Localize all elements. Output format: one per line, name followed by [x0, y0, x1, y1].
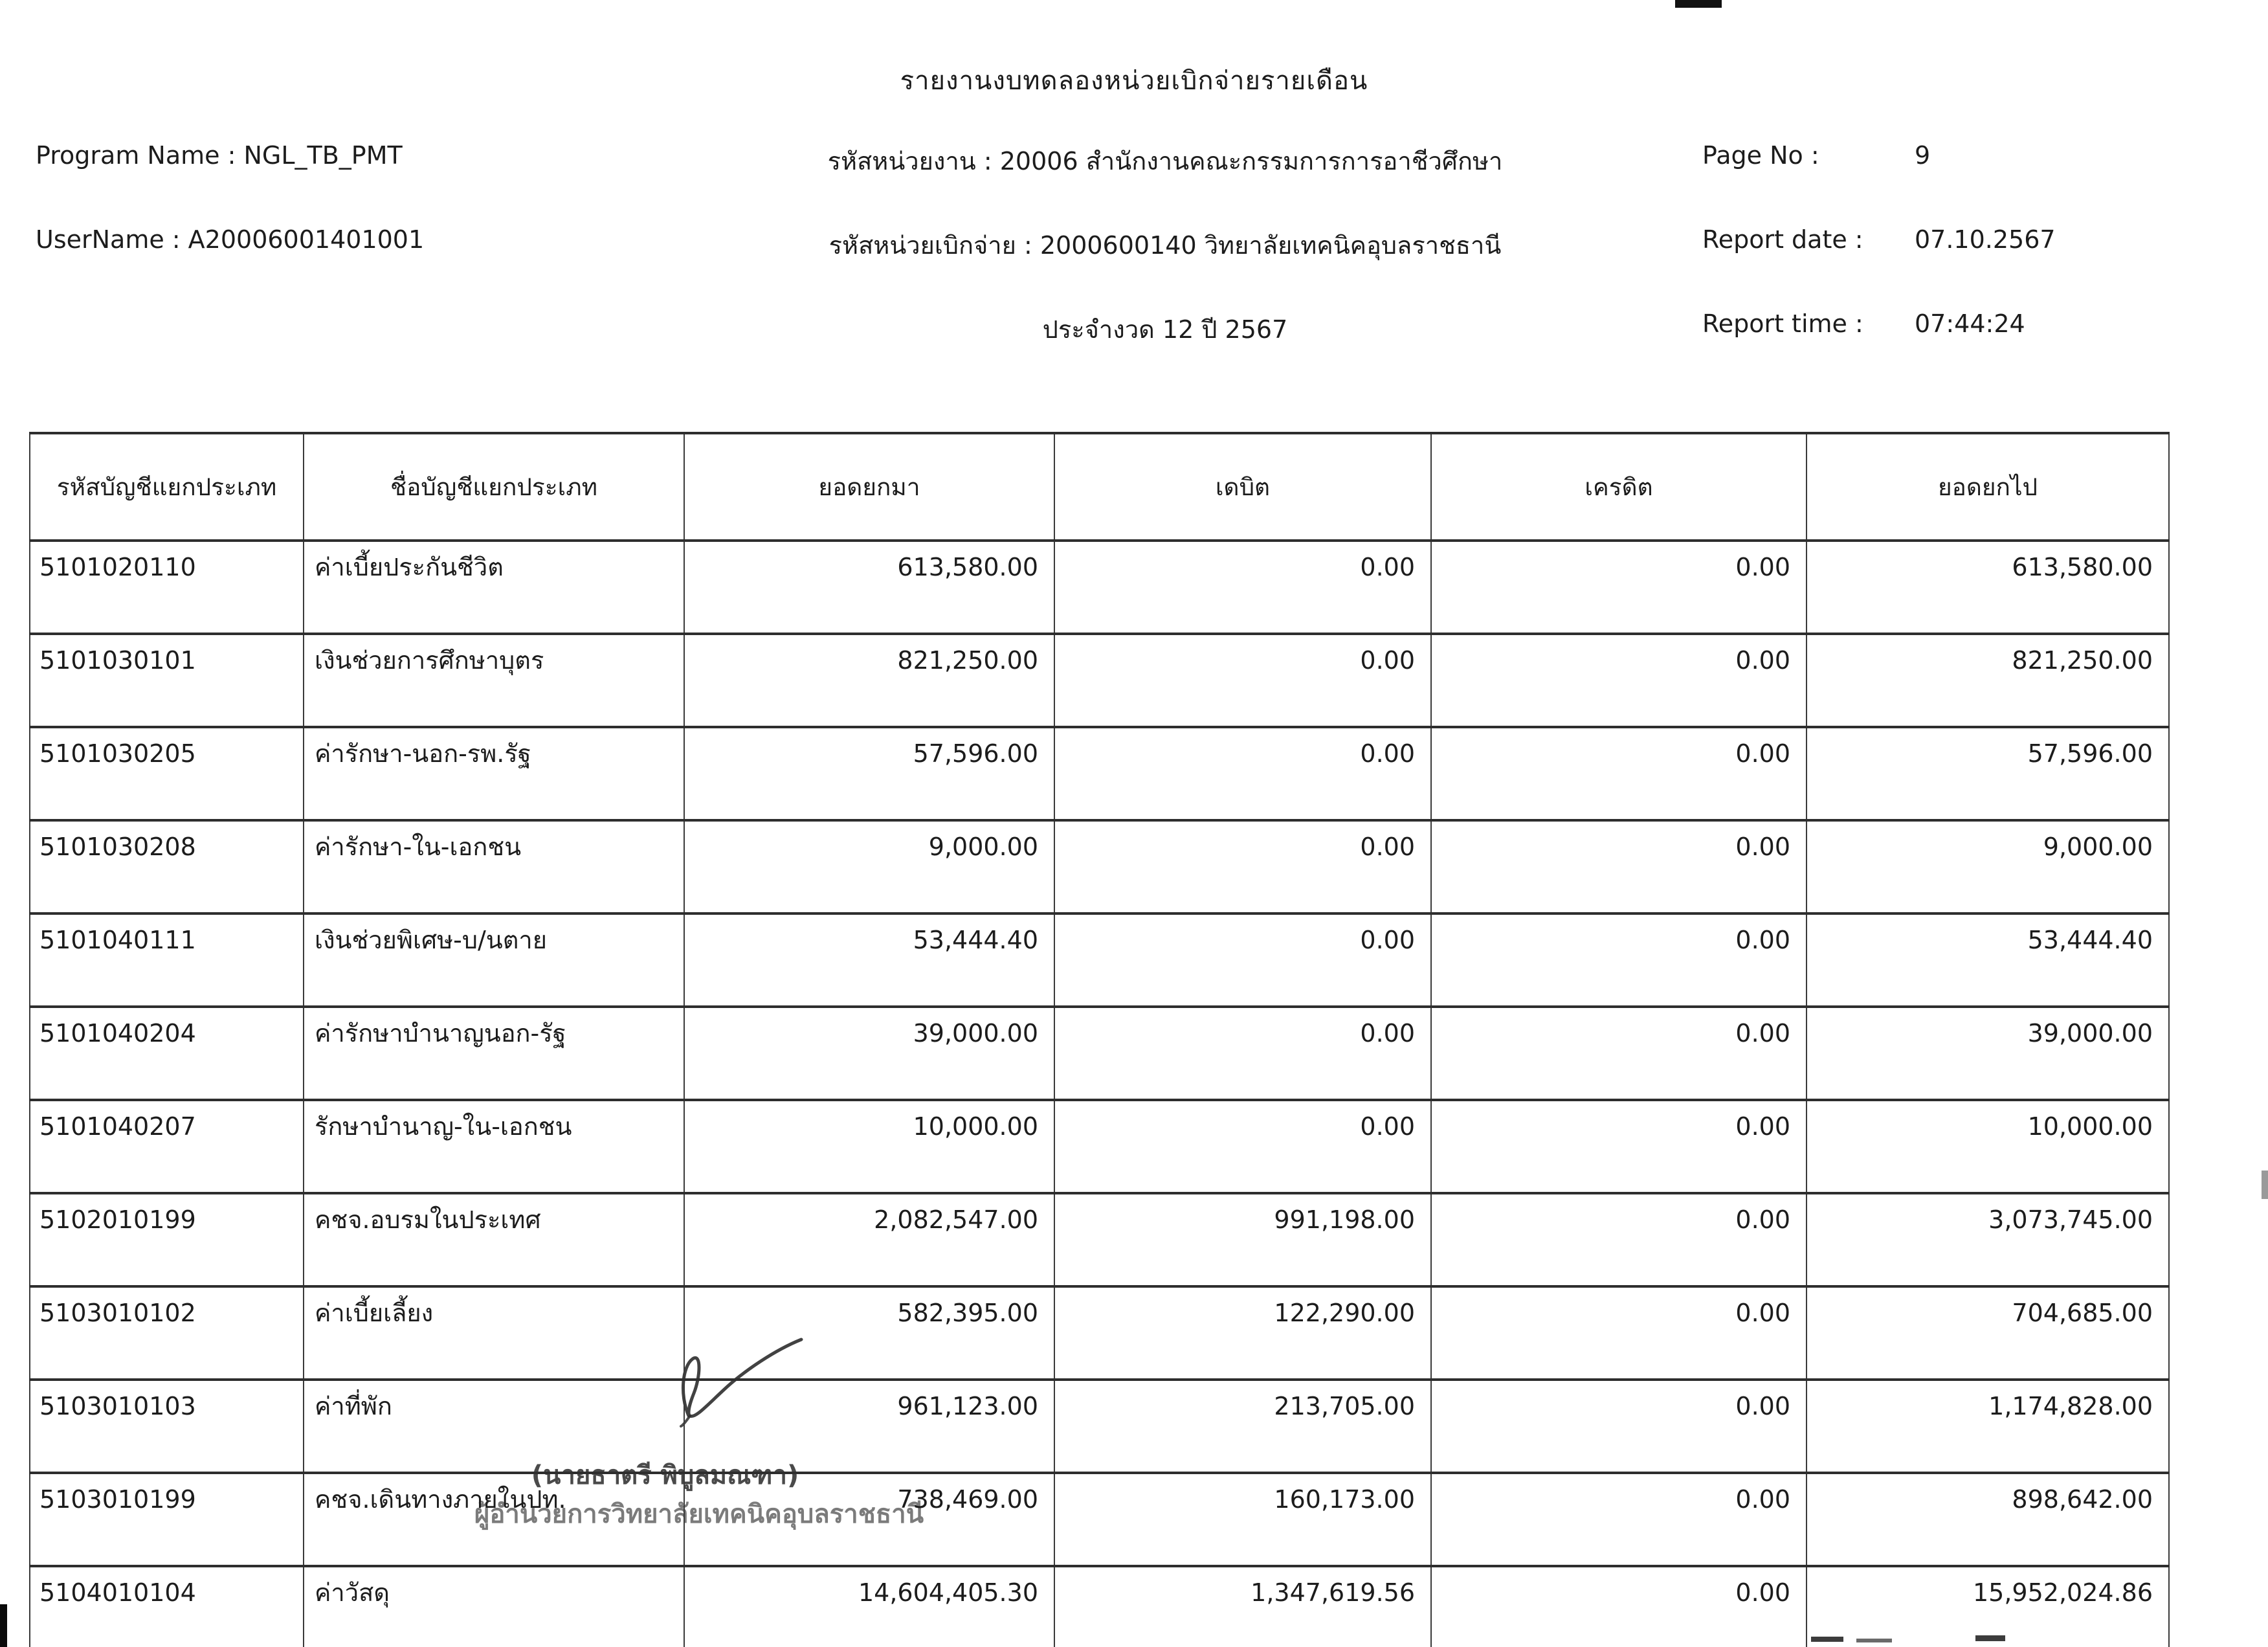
column-header-account-code: รหัสบัญชีแยกประเภท [30, 433, 304, 541]
account-code-cell: 5101040204 [30, 1007, 304, 1100]
account-name-cell: ค่าวัสดุ [304, 1566, 684, 1647]
account-code-cell: 5101040111 [30, 913, 304, 1007]
opening-balance-cell: 821,250.00 [684, 634, 1054, 727]
debit-cell: 0.00 [1054, 1007, 1431, 1100]
account-code-cell: 5104010104 [30, 1566, 304, 1647]
opening-balance-cell: 738,469.00 [684, 1473, 1054, 1566]
debit-cell: 122,290.00 [1054, 1286, 1431, 1380]
closing-balance-cell: 821,250.00 [1807, 634, 2169, 727]
table-row [30, 820, 2169, 913]
closing-balance-cell: 704,685.00 [1807, 1286, 2169, 1380]
column-header-opening-balance: ยอดยกมา [684, 433, 1054, 541]
credit-cell: 0.00 [1431, 913, 1807, 1007]
opening-balance-cell: 10,000.00 [684, 1100, 1054, 1193]
opening-balance-cell: 2,082,547.00 [684, 1193, 1054, 1286]
credit-cell: 0.00 [1431, 727, 1807, 820]
stamp-signer-name: (นายธาตรี พิบูลมณฑา) [531, 1461, 799, 1490]
table-row [30, 913, 2169, 1007]
agency-code-line: รหัสหน่วยงาน : 20006 สำนักงานคณะกรรมการการอาชีวศึกษา [827, 147, 1503, 175]
credit-cell: 0.00 [1431, 1007, 1807, 1100]
debit-cell: 0.00 [1054, 1100, 1431, 1193]
page-no-value: 9 [1915, 141, 1931, 170]
account-code-cell: 5101040207 [30, 1100, 304, 1193]
account-name-cell: คชจ.อบรมในประเทศ [304, 1193, 684, 1286]
account-name-cell: เงินช่วยพิเศษ-บ/นตาย [304, 913, 684, 1007]
table-row [30, 1007, 2169, 1100]
table-row [30, 1193, 2169, 1286]
scan-artifact-top-mark [1675, 0, 1722, 8]
opening-balance-cell: 9,000.00 [684, 820, 1054, 913]
account-name-cell: ค่ารักษา-ใน-เอกชน [304, 820, 684, 913]
table-row [30, 1100, 2169, 1193]
period-line: ประจำงวด 12 ปี 2567 [1042, 315, 1288, 344]
account-code-cell: 5101030101 [30, 634, 304, 727]
account-name-cell: ค่ารักษาบำนาญนอก-รัฐ [304, 1007, 684, 1100]
account-code-cell: 5101030205 [30, 727, 304, 820]
account-code-cell: 5103010103 [30, 1380, 304, 1473]
account-name-cell: ค่าเบี้ยประกันชีวิต [304, 541, 684, 634]
debit-cell: 0.00 [1054, 727, 1431, 820]
table-row [30, 1286, 2169, 1380]
column-header-closing-balance: ยอดยกไป [1807, 433, 2169, 541]
account-name-cell: คชจ.เดินทางภายในปท. [304, 1473, 684, 1566]
stamp-signer-position: ผู้อำนวยการวิทยาลัยเทคนิคอุบลราชธานี [474, 1499, 924, 1529]
username-line: UserName : A20006001401001 [36, 225, 425, 254]
table-row [30, 1380, 2169, 1473]
credit-cell: 0.00 [1431, 1566, 1807, 1647]
program-name-line: Program Name : NGL_TB_PMT [36, 141, 403, 170]
closing-balance-cell: 613,580.00 [1807, 541, 2169, 634]
closing-balance-cell: 9,000.00 [1807, 820, 2169, 913]
credit-cell: 0.00 [1431, 1100, 1807, 1193]
debit-cell: 0.00 [1054, 820, 1431, 913]
closing-balance-cell: 15,952,024.86 [1807, 1566, 2169, 1647]
closing-balance-cell: 39,000.00 [1807, 1007, 2169, 1100]
table-row [30, 541, 2169, 634]
debit-cell: 213,705.00 [1054, 1380, 1431, 1473]
opening-balance-cell: 14,604,405.30 [684, 1566, 1054, 1647]
column-header-account-name: ชื่อบัญชีแยกประเภท [304, 433, 684, 541]
account-name-cell: ค่าที่พัก [304, 1380, 684, 1473]
scan-artifact-dash [1811, 1637, 1843, 1642]
debit-cell: 160,173.00 [1054, 1473, 1431, 1566]
scan-artifact-bottom-left-bar [0, 1604, 7, 1647]
closing-balance-cell: 10,000.00 [1807, 1100, 2169, 1193]
closing-balance-cell: 898,642.00 [1807, 1473, 2169, 1566]
opening-balance-cell: 582,395.00 [684, 1286, 1054, 1380]
page-no-label: Page No : [1702, 141, 1819, 170]
disbursement-unit-line: รหัสหน่วยเบิกจ่าย : 2000600140 วิทยาลัยเทคนิคอุบลราชธานี [828, 231, 1502, 260]
account-code-cell: 5103010199 [30, 1473, 304, 1566]
scan-artifact-dash [1975, 1635, 2005, 1641]
debit-cell: 991,198.00 [1054, 1193, 1431, 1286]
table-row [30, 1566, 2169, 1647]
table-row [30, 634, 2169, 727]
account-code-cell: 5101030208 [30, 820, 304, 913]
credit-cell: 0.00 [1431, 634, 1807, 727]
closing-balance-cell: 1,174,828.00 [1807, 1380, 2169, 1473]
report-date-value: 07.10.2567 [1915, 225, 2056, 254]
credit-cell: 0.00 [1431, 541, 1807, 634]
account-code-cell: 5103010102 [30, 1286, 304, 1380]
table-row [30, 727, 2169, 820]
account-code-cell: 5101020110 [30, 541, 304, 634]
report-date-label: Report date : [1702, 225, 1863, 254]
closing-balance-cell: 57,596.00 [1807, 727, 2169, 820]
debit-cell: 1,347,619.56 [1054, 1566, 1431, 1647]
opening-balance-cell: 613,580.00 [684, 541, 1054, 634]
column-header-debit: เดบิต [1054, 433, 1431, 541]
credit-cell: 0.00 [1431, 1473, 1807, 1566]
closing-balance-cell: 53,444.40 [1807, 913, 2169, 1007]
account-name-cell: ค่ารักษา-นอก-รพ.รัฐ [304, 727, 684, 820]
opening-balance-cell: 39,000.00 [684, 1007, 1054, 1100]
table-row [30, 1473, 2169, 1566]
debit-cell: 0.00 [1054, 634, 1431, 727]
debit-cell: 0.00 [1054, 913, 1431, 1007]
credit-cell: 0.00 [1431, 1193, 1807, 1286]
trial-balance-table [29, 432, 2170, 1647]
report-title: รายงานงบทดลองหน่วยเบิกจ่ายรายเดือน [900, 66, 1368, 96]
scan-artifact-dash [1856, 1639, 1892, 1642]
table-header-row [30, 433, 2169, 541]
credit-cell: 0.00 [1431, 1380, 1807, 1473]
account-name-cell: เงินช่วยการศึกษาบุตร [304, 634, 684, 727]
account-name-cell: ค่าเบี้ยเลี้ยง [304, 1286, 684, 1380]
opening-balance-cell: 57,596.00 [684, 727, 1054, 820]
report-time-value: 07:44:24 [1915, 309, 2025, 338]
opening-balance-cell: 961,123.00 [684, 1380, 1054, 1473]
closing-balance-cell: 3,073,745.00 [1807, 1193, 2169, 1286]
column-header-credit: เครดิต [1431, 433, 1807, 541]
report-time-label: Report time : [1702, 309, 1863, 338]
debit-cell: 0.00 [1054, 541, 1431, 634]
scan-artifact-right-edge-mark [2262, 1171, 2268, 1199]
credit-cell: 0.00 [1431, 1286, 1807, 1380]
account-name-cell: รักษาบำนาญ-ใน-เอกชน [304, 1100, 684, 1193]
credit-cell: 0.00 [1431, 820, 1807, 913]
account-code-cell: 5102010199 [30, 1193, 304, 1286]
opening-balance-cell: 53,444.40 [684, 913, 1054, 1007]
